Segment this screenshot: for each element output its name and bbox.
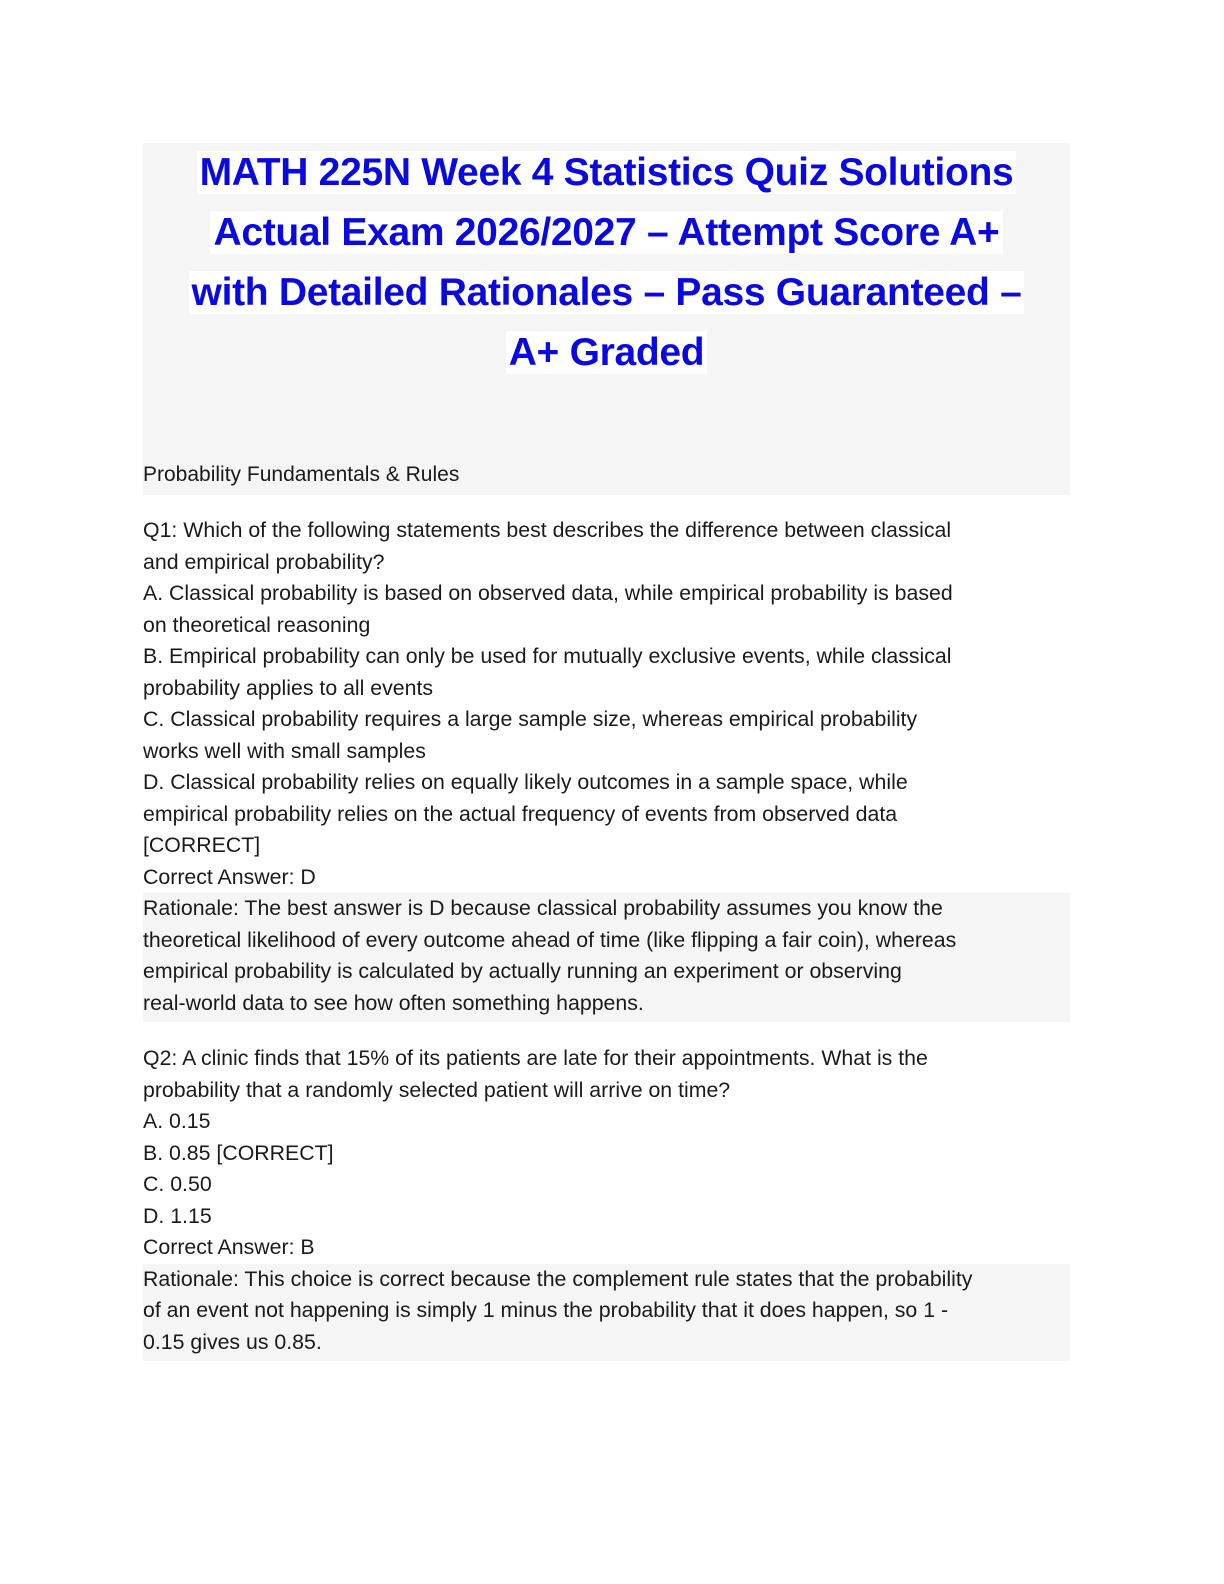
rationale-text: empirical probability is calculated by actually running an experiment or observing — [143, 959, 902, 983]
answer-option: B. Empirical probability can only be used for mutually exclusive events, while classical — [143, 644, 952, 668]
question-2 — [143, 1043, 1070, 1361]
title-line: Actual Exam 2026/2027 – Attempt Score A+ — [143, 203, 1070, 263]
rationale-text: 0.15 gives us 0.85. — [143, 1329, 322, 1354]
document-page — [143, 143, 1070, 1361]
title-line: A+ Graded — [143, 323, 1070, 383]
answer-option: C. 0.50 — [143, 1172, 212, 1196]
answer-option: D. Classical probability relies on equally likely outcomes in a sample space, while — [143, 770, 908, 794]
title-line: with Detailed Rationales – Pass Guaranteed – — [143, 263, 1070, 323]
answer-option: C. Classical probability requires a large sample size, whereas empirical probability — [143, 707, 918, 731]
answer-option: D. 1.15 — [143, 1203, 212, 1228]
rationale-text: theoretical likelihood of every outcome ahead of time (like flipping a fair coin), whereas — [143, 927, 957, 952]
answer-option: A. Classical probability is based on observed data, while empirical probability is based — [143, 581, 953, 605]
answer-option: A. 0.15 — [143, 1109, 211, 1133]
question-1 — [143, 515, 1070, 1022]
rationale-text: Rationale: The best answer is D because classical probability assumes you know the — [143, 896, 943, 920]
correct-answer: Correct Answer: B — [143, 1235, 315, 1259]
rationale-text: Rationale: This choice is correct because the complement rule states that the probability — [143, 1266, 973, 1291]
title-block — [143, 143, 1070, 495]
answer-option: works well with small samples — [143, 738, 426, 763]
answer-option: [CORRECT] — [143, 833, 261, 857]
question-stem: Q1: Which of the following statements best describes the difference between classical — [143, 518, 952, 542]
section-heading: Probability Fundamentals & Rules — [143, 463, 460, 486]
question-stem: and empirical probability? — [143, 549, 385, 574]
title-line: MATH 225N Week 4 Statistics Quiz Solutions — [143, 143, 1070, 203]
rationale-text: real-world data to see how often something happens. — [143, 990, 644, 1015]
rationale-block — [143, 893, 1070, 1022]
answer-option: probability applies to all events — [143, 675, 434, 700]
answer-option: empirical probability relies on the actual frequency of events from observed data — [143, 801, 898, 826]
question-stem: Q2: A clinic finds that 15% of its patients are late for their appointments. What is the — [143, 1046, 928, 1070]
rationale-block — [143, 1264, 1070, 1362]
answer-option: on theoretical reasoning — [143, 612, 371, 637]
rationale-text: of an event not happening is simply 1 minus the probability that it does happen, so 1 - — [143, 1298, 949, 1322]
answer-option: B. 0.85 [CORRECT] — [143, 1140, 334, 1165]
question-stem: probability that a randomly selected patient will arrive on time? — [143, 1077, 731, 1102]
correct-answer: Correct Answer: D — [143, 864, 316, 889]
document-title — [143, 143, 1070, 383]
